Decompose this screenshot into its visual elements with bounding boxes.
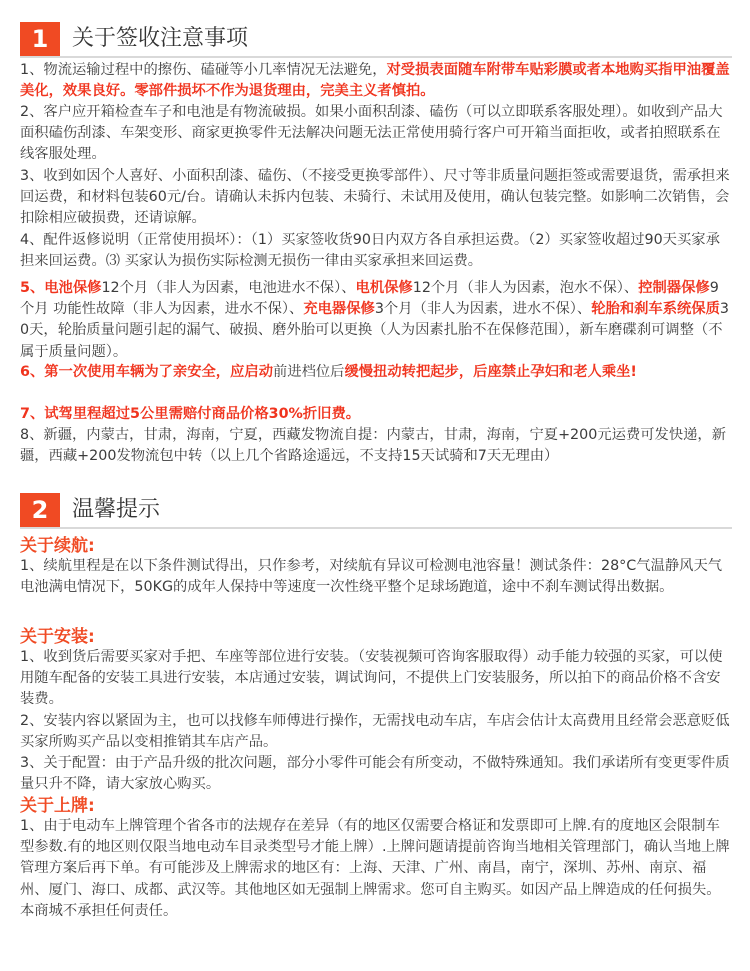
range-text: 1、续航里程是在以下条件测试得出，只作参考，对续航有异议可检测电池容量！测试条件：28°C气温静风天气电池满电情况下，50KG的成年人保持中等速度一次性绕平整个足球场跑道，途中不刹车测试得出数据。 <box>20 558 723 596</box>
notice-item-3: 3、收到如因个人喜好、小面积刮漆、磕伤、（不接受更换零部件）、尺寸等非质量问题拒签或需要退货，需承担来回运费，和材料包装60元/台。请确认未拆内包装、未骑行、未试用及使用，确认包装完整。如影响二次销售，会扣除相应破损费，还请谅解。 <box>20 168 730 227</box>
notice-item-6 <box>20 362 732 383</box>
motor-warranty-text: 12个月（非人为因素，泡水不保）、 <box>412 280 639 296</box>
section-2-header <box>20 493 732 529</box>
notice-item-8: 8、新疆，内蒙古，甘肃，海南，宁夏，西藏发物流自提：内蒙古，甘肃，海南，宁夏+200元运费可发快递，新疆，西藏+200发物流包中转（以上几个省路途遥远，不支持15天试骑和7天无理由） <box>20 427 727 465</box>
charger-warranty-label: 充电器保修 <box>303 301 375 318</box>
charger-warranty-text: 3个月（非人为因素，进水不保）、 <box>374 301 592 318</box>
section-1-title: 关于签收注意事项 <box>72 26 249 51</box>
notice-item-5 <box>20 278 732 363</box>
notice-item-2: 2、客户应开箱检查车子和电池是有物流破损。如果小面积刮漆、磕伤（可以立即联系客服处理）。如收到产品大面积磕伤刮漆、车架变形、商家更换零件无法解决问题无法正常使用骑行客户可开箱当面拒收，或者拍照联系在线客服处理。 <box>20 104 723 163</box>
install-heading: 关于安装: <box>20 627 95 647</box>
plate-text: 1、由于电动车上牌管理个省各市的法规存在差异（有的地区仅需要合格证和发票即可上牌.有的度地区会限制车型参数.有的地区则仅限当地电动车目录类型号才能上牌）.上牌问题请提前咨询当地相关管理部门，确认当地上牌管理方案后再下单。有可能涉及上牌需求的地区有：上海、天津、广州、南昌，南宁，深圳、苏州、南京、福州、厦门、海口、成都、武汉等。其他地区如无强制上牌需求。您可自主购买。如因产品上牌造成的任何损失。本商城不承担任何责任。 <box>20 818 730 919</box>
motor-warranty-label: 电机保修 <box>355 280 413 296</box>
notice-item-1 <box>20 60 732 102</box>
controller-warranty-text: 9个月 功能性故障（非人为因素，进水不保）、 <box>20 280 719 318</box>
section-2-number: 2 <box>20 493 60 527</box>
section-1-header <box>20 22 732 58</box>
section-2-title: 温馨提示 <box>72 497 161 522</box>
range-heading: 关于续航: <box>20 536 95 556</box>
plate-heading: 关于上牌: <box>20 796 95 816</box>
safety-text-b: 前进档位后 <box>273 364 345 380</box>
safety-text-a: 6、第一次使用车辆为了亲安全，应启动 <box>20 364 273 380</box>
notice-item-7: 7、试驾里程超过5公里需赔付商品价格30%折旧费。 <box>20 406 361 422</box>
controller-warranty-label: 控制器保修 <box>638 280 710 296</box>
tire-brake-warranty-label: 轮胎和刹车系统保质 <box>591 301 720 318</box>
notice-item-4: 4、配件返修说明（正常使用损坏）：（1）买家签收货90日内双方各自承担运费。（2）买家签收超过90天买家承担来回运费。⑶ 买家认为损伤实际检测无损伤一律由买家承担来回运费。 <box>20 232 720 270</box>
install-text: 1、收到货后需要买家对手把、车座等部位进行安装。（安装视频可咨询客服取得）动手能力较强的买家，可以使用随车配备的安装工具进行安装，本店通过安装，调试询问，不提供上门安装服务，所以拍下的商品价格不含安装费。 2、安装内容以紧固为主，也可以找修车师傅进行操作，无需找电动车店，车店会估计太高费用且经常会恶意贬低买家所购买产品以变相推销其车店产品。 3、关于配置：由于产品升级的批次问题，部分小零件可能会有所变动，不做特殊通知。我们承诺所有变更零件质量只升不降，请大家放心购买。 <box>20 649 730 793</box>
notice-1-text: 1、物流运输过程中的擦伤、磕碰等小几率情况无法避免， <box>20 62 387 78</box>
battery-warranty-text: 12个月（非人为因素，电池进水不保）、 <box>101 280 356 296</box>
tire-brake-warranty-text: 30天，轮胎质量问题引起的漏气、破损、磨外胎可以更换（人为因素扎胎不在保修范围），新车磨碟刹可调整（不属于质量问题）。 <box>20 301 730 360</box>
battery-warranty-label: 5、电池保修 <box>20 280 102 296</box>
safety-text-c: 缓慢扭动转把起步，后座禁止孕妇和老人乘坐! <box>344 364 637 380</box>
section-1-number: 1 <box>20 22 60 56</box>
notice-1-highlight: 对受损表面随车附带车贴彩膜或者本地购买指甲油覆盖美化，效果良好。零部件损坏不作为退货理由，完美主义者慎拍。 <box>20 62 730 100</box>
